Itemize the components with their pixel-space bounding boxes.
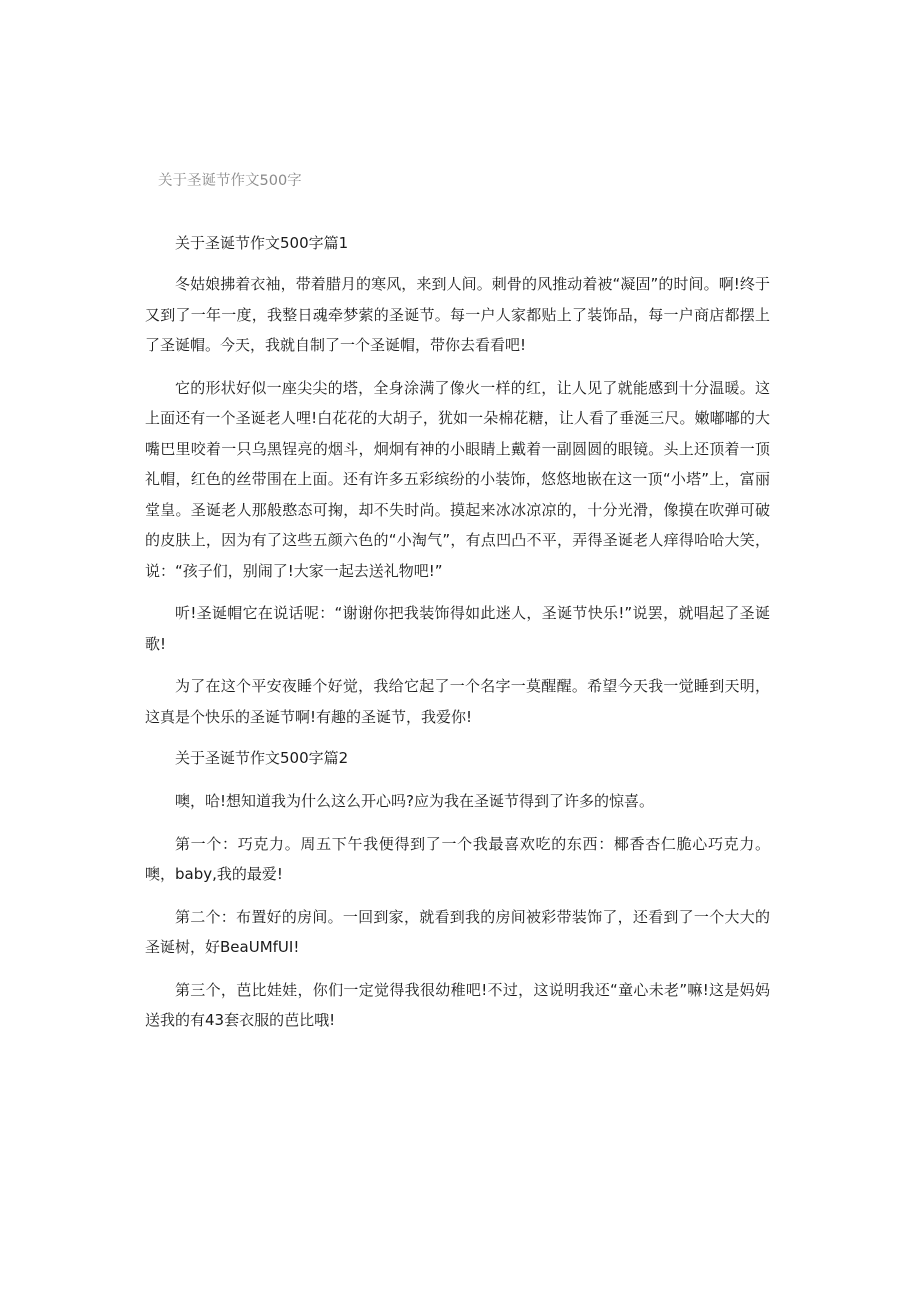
paragraph: 第一个：巧克力。周五下午我便得到了一个我最喜欢吃的东西：椰香杏仁脆心巧克力。噢，baby,我的最爱! — [145, 834, 770, 883]
paragraph: 它的形状好似一座尖尖的塔，全身涂满了像火一样的红，让人见了就能感到十分温暖。这上面还有一个圣诞老人哩!白花花的大胡子，犹如一朵棉花糖，让人看了垂涎三尺。嫩嘟嘟的大嘴巴里咬着一只乌黑锃亮的烟斗，炯炯有神的小眼睛上戴着一副圆圆的眼镜。头上还顶着一顶礼帽，红色的丝带围在上面。还有许多五彩缤纷的小装饰，悠悠地嵌在这一顶“小塔”上，富丽堂皇。圣诞老人那般憨态可掬，却不失时尚。摸起来冰冰凉凉的，十分光滑，像摸在吹弹可破的皮肤上，因为有了这些五颜六色的“小淘气”，有点凹凸不平，弄得圣诞老人痒得哈哈大笑，说：“孩子们，别闹了!大家一起去送礼物吧!” — [145, 378, 770, 580]
paragraph: 听!圣诞帽它在说话呢：“谢谢你把我装饰得如此迷人，圣诞节快乐!”说罢，就唱起了圣诞歌! — [145, 604, 770, 653]
document-body — [145, 229, 770, 1048]
paragraph: 第三个，芭比娃娃，你们一定觉得我很幼稚吧!不过，这说明我还“童心未老”嘛!这是妈妈送我的有43套衣服的芭比哦! — [145, 980, 770, 1029]
document-title: 关于圣诞节作文500字 — [158, 173, 302, 189]
paragraph: 噢，哈!想知道我为什么这么开心吗?应为我在圣诞节得到了许多的惊喜。 — [175, 792, 654, 810]
section-heading-2: 关于圣诞节作文500字篇2 — [175, 749, 349, 767]
paragraph: 第二个：布置好的房间。一回到家，就看到我的房间被彩带装饰了，还看到了一个大大的圣诞树，好BeaUMfUI! — [145, 907, 770, 956]
paragraph: 为了在这个平安夜睡个好觉，我给它起了一个名字一莫醒醒。希望今天我一觉睡到天明，这真是个快乐的圣诞节啊!有趣的圣诞节，我爱你! — [145, 677, 770, 726]
section-heading-1: 关于圣诞节作文500字篇1 — [175, 234, 349, 252]
paragraph: 冬姑娘拂着衣袖，带着腊月的寒风，来到人间。刺骨的风推动着被“凝固”的时间。啊!终于又到了一年一度，我整日魂牵梦萦的圣诞节。每一户人家都贴上了装饰品，每一户商店都摆上了圣诞帽。今天，我就自制了一个圣诞帽，带你去看看吧! — [145, 275, 770, 354]
